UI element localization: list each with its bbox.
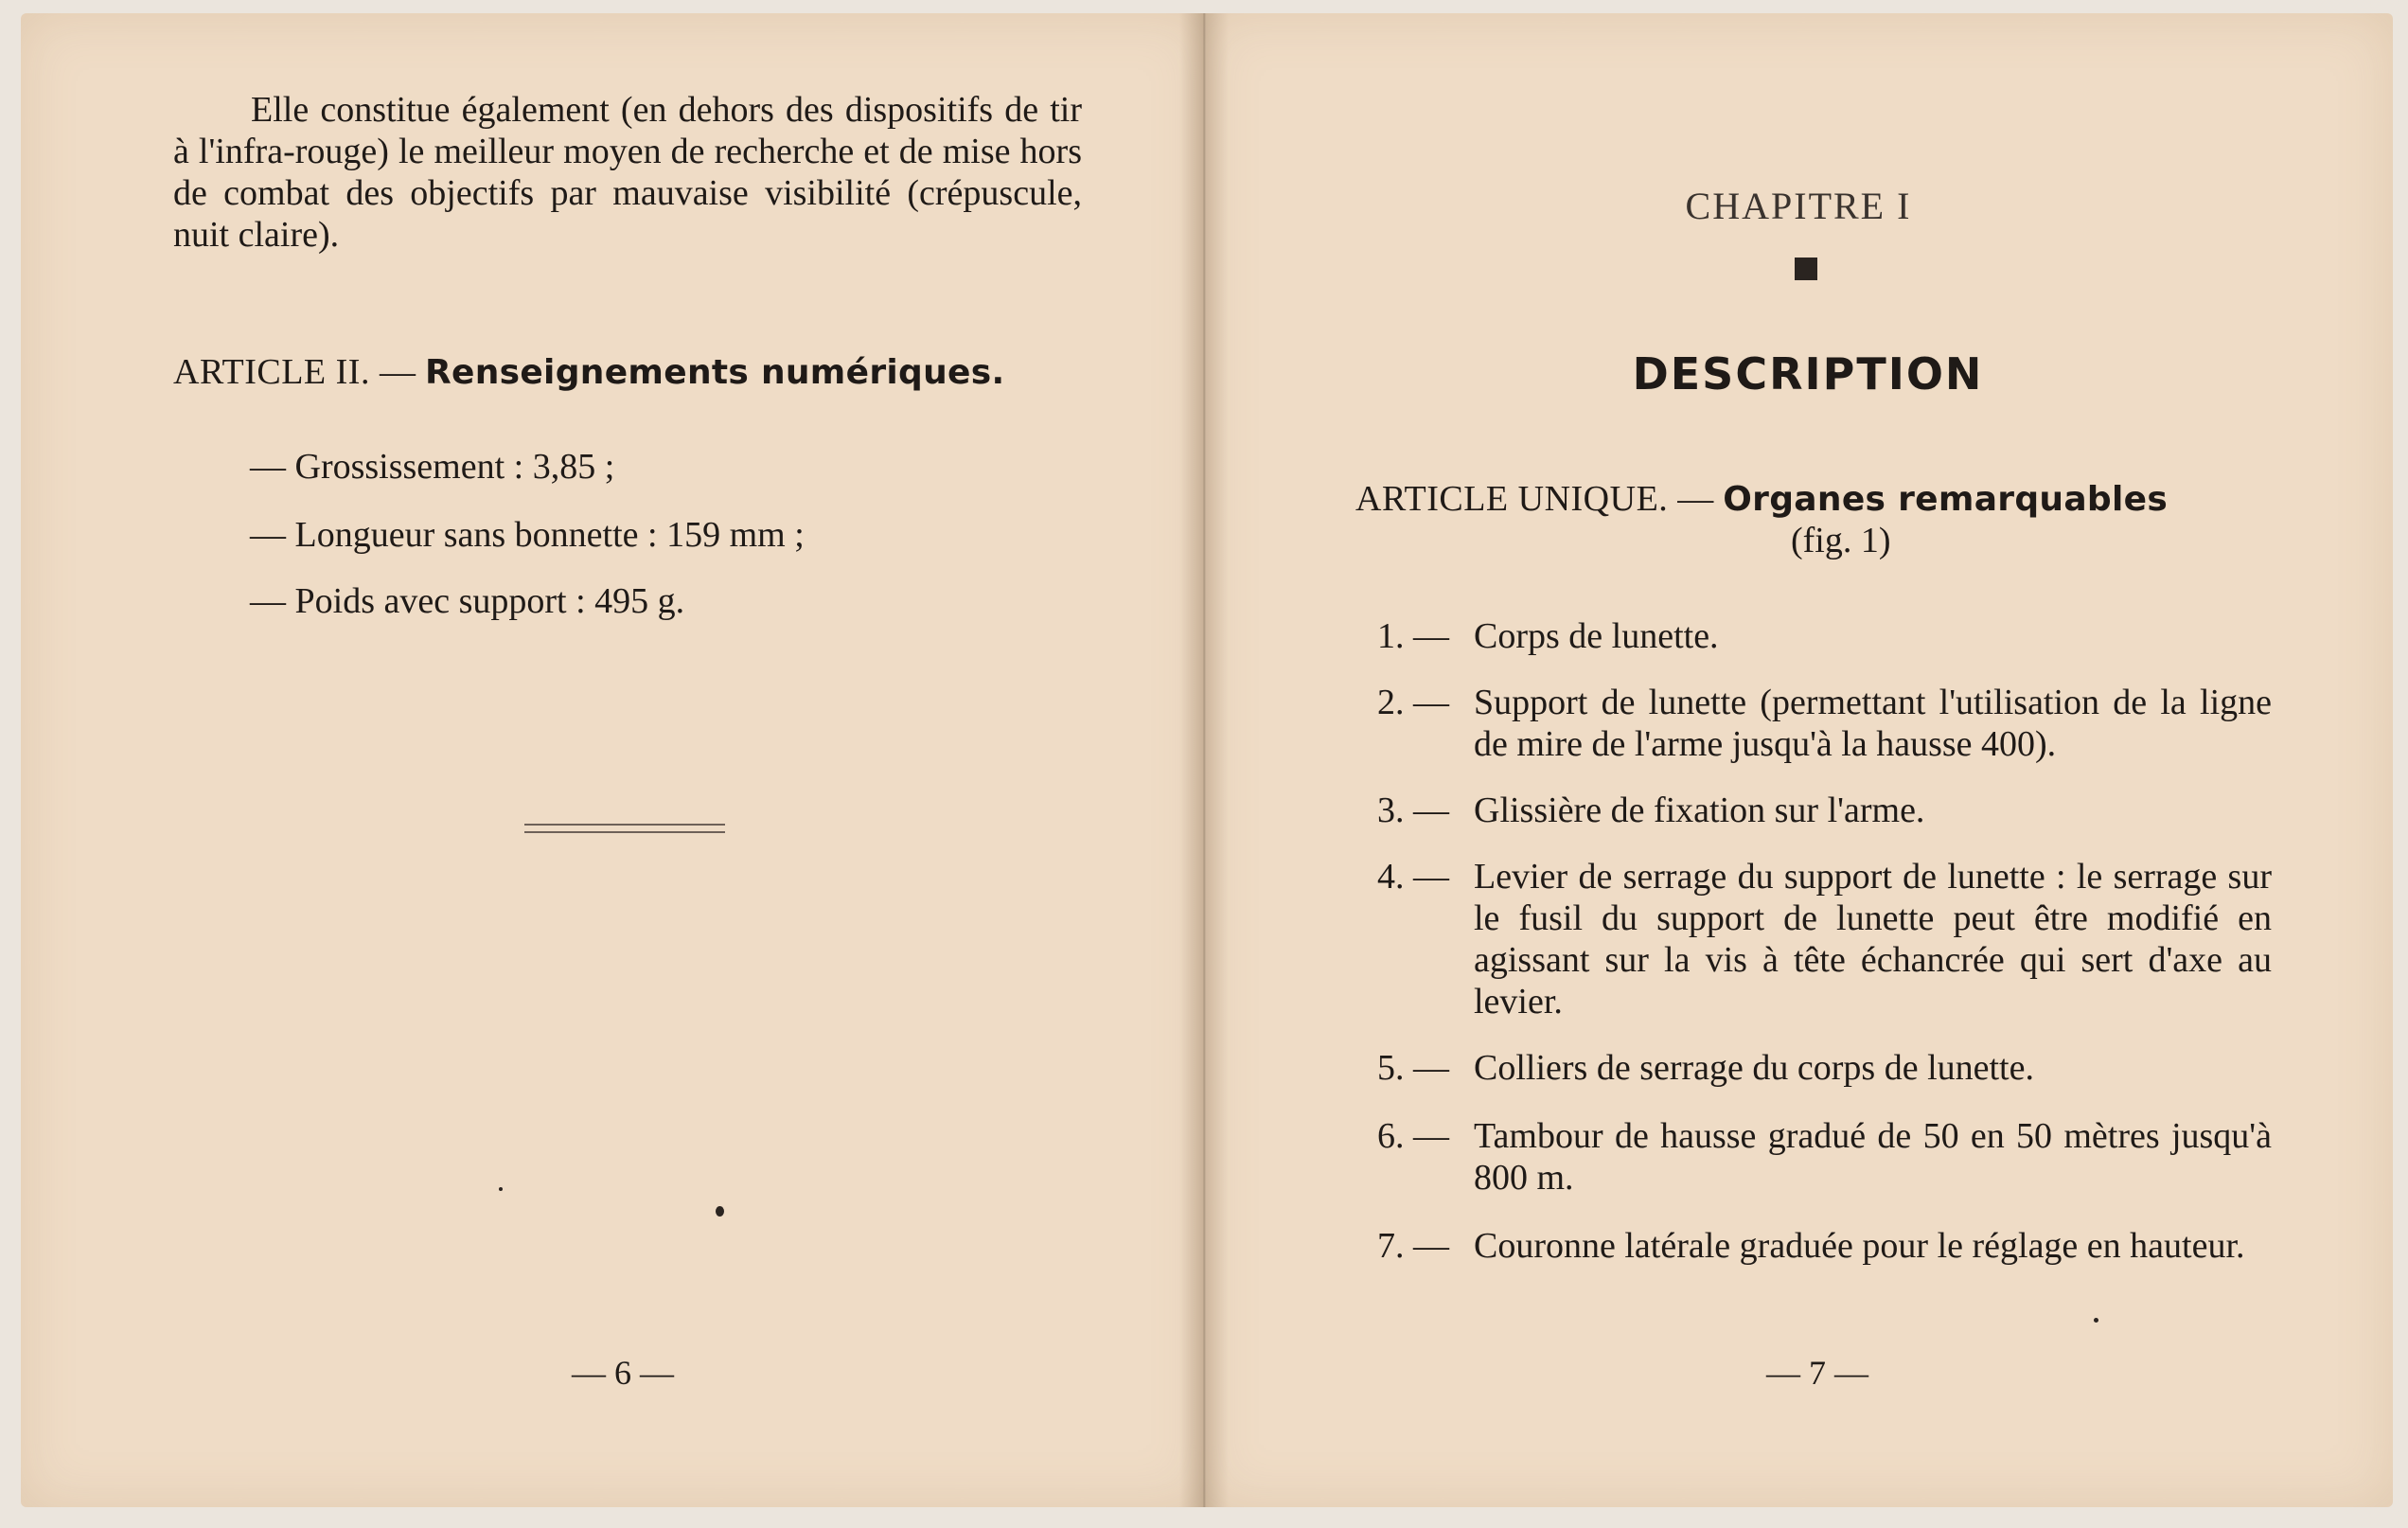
chapter-heading: CHAPITRE I — [1685, 185, 1912, 227]
left-page-number: — 6 — — [572, 1354, 674, 1392]
section-title: DESCRIPTION — [1632, 348, 1984, 400]
right-article-title: Organes remarquables — [1723, 480, 2169, 519]
item-number: 6. — — [1377, 1116, 1449, 1156]
paper-speck — [716, 1206, 724, 1217]
item-number: 7. — — [1377, 1226, 1449, 1266]
item-number: 4. — — [1377, 857, 1449, 897]
item-text: Couronne latérale graduée pour le réglage en hauteur. — [1474, 1226, 2245, 1266]
description-list-item — [1377, 790, 2272, 831]
left-list-item: — Longueur sans bonnette : 159 mm ; — [250, 515, 805, 555]
item-text: Colliers de serrage du corps de lunette. — [1474, 1048, 2034, 1088]
item-text: Tambour de hausse gradué de 50 en 50 mètres jusqu'à 800 m. — [1474, 1116, 2272, 1198]
item-number: 2. — — [1377, 683, 1449, 722]
item-text: Corps de lunette. — [1474, 616, 1719, 656]
right-article-label: ARTICLE UNIQUE. — — [1355, 479, 1714, 519]
description-list-item — [1377, 1225, 2272, 1308]
section-divider-top — [524, 824, 725, 826]
left-list-item: — Grossissement : 3,85 ; — [250, 447, 615, 487]
left-article-heading — [173, 350, 1004, 395]
section-divider-bottom — [524, 831, 725, 833]
item-number: 3. — — [1377, 791, 1449, 830]
description-list-item — [1377, 856, 2272, 1022]
description-list-item — [1377, 682, 2272, 765]
item-text: Levier de serrage du support de lunette : le serrage sur le fusil du support de lunette peut être modifié en agissant sur la vis à tête échancrée qui sert d'axe au levier. — [1474, 857, 2272, 1022]
item-number: 1. — — [1377, 616, 1449, 656]
book-gutter — [1179, 13, 1229, 1507]
right-article-heading — [1355, 477, 2168, 522]
left-list-item: — Poids avec support : 495 g. — [250, 581, 685, 621]
left-article-label: ARTICLE II. — — [173, 352, 416, 392]
description-list-item — [1377, 1115, 2272, 1199]
description-list-item — [1377, 1047, 2272, 1089]
paper-speck — [499, 1187, 503, 1191]
item-text: Support de lunette (permettant l'utilisation de la ligne de mire de l'arme jusqu'à la hausse 400). — [1474, 683, 2272, 764]
item-number: 5. — — [1377, 1048, 1449, 1088]
item-text: Glissière de fixation sur l'arme. — [1474, 791, 1925, 830]
right-article-figure-ref: (fig. 1) — [1791, 521, 1891, 560]
chapter-ornament — [1795, 258, 1817, 280]
left-intro-paragraph: Elle constitue également (en dehors des dispositifs de tir à l'infra-rouge) le meilleur moyen de recherche et de mise hors de combat des objectifs par mauvaise visibilité (crépuscule, nuit claire). — [173, 90, 1082, 255]
right-page-number: — 7 — — [1766, 1354, 1868, 1392]
left-article-title: Renseignements numériques. — [424, 353, 1005, 392]
paper-speck — [2094, 1318, 2098, 1323]
description-list-item — [1377, 615, 2272, 657]
